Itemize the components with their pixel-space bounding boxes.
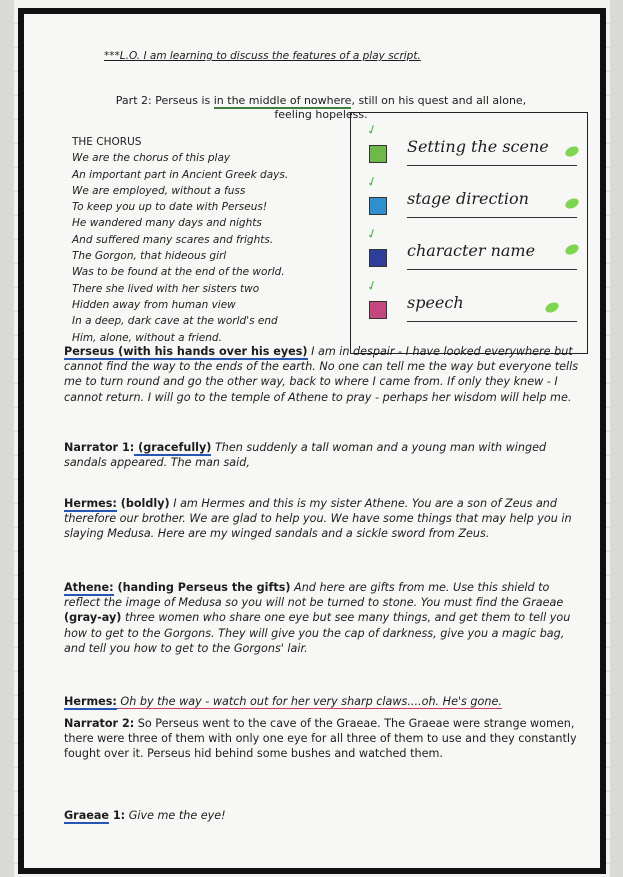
chorus-line: And suffered many scares and frights. <box>72 233 274 246</box>
key-label: stage direction <box>407 189 577 218</box>
key-character-name <box>364 225 579 281</box>
bordered-sheet <box>18 8 606 874</box>
tick-mark-icon: ✓ <box>364 277 381 296</box>
pronunciation: (gray-ay) <box>64 611 122 625</box>
dark-blue-swatch <box>369 249 387 267</box>
narrator-2-block <box>64 716 584 762</box>
colour-key-box <box>350 112 588 354</box>
chorus-line: He wandered many days and nights <box>72 217 262 230</box>
key-stage-direction <box>364 173 579 229</box>
character-name: Athene: <box>64 581 114 594</box>
chorus-line: There she lived with her sisters two <box>72 282 260 295</box>
chorus-line: Was to be found at the end of the world. <box>72 266 285 279</box>
speech: I am in despair - I have looked everywhere but cannot find the way to the ends of the earth. No one can tell me the way but everyone tells me to turn round and go the other way, back to where I came from. If only they knew - I cannot return. I will go to the temple of Athene to pray - perhaps her wisdom will help me. <box>64 345 579 404</box>
character-name: Hermes: <box>64 695 117 708</box>
key-setting <box>364 121 579 177</box>
stage-direction: (gracefully) <box>134 441 212 454</box>
character-name: Narrator 1: <box>64 441 135 454</box>
tick-mark-icon: ✓ <box>364 173 381 192</box>
speech: And here are gifts from me. Use this shield to reflect the image of Medusa so you will not be turned to stone. You must find the Graeae <box>64 581 564 610</box>
stage-direction: (with his hands over his eyes) <box>114 345 308 358</box>
character-name: Narrator 2: <box>64 717 135 730</box>
key-label: character name <box>407 241 577 270</box>
green-swatch <box>369 145 387 163</box>
chorus-line: An important part in Ancient Greek days. <box>72 168 289 181</box>
stage-direction: (handing Perseus the gifts) <box>113 581 291 594</box>
chorus-line: We are the chorus of this play <box>72 152 231 165</box>
character-name: Hermes: <box>64 497 117 510</box>
stage-direction: (boldly) <box>116 497 170 510</box>
speech: three women who share one eye but see many things, and get them to tell you how to get to the Gorgons. They will give you the cap of darkness, give you a magic bag, and tell you how to get to the Gorgons' lair. <box>64 611 571 655</box>
speech: So Perseus went to the cave of the Graeae. The Graeae were strange women, there were three of them with only one eye for all three of them to use and they constantly fought over it. Perseus hid behind some bushes and watched them. <box>64 717 577 761</box>
tick-mark-icon: ✓ <box>364 225 381 244</box>
chorus-title: THE CHORUS <box>72 136 142 148</box>
athene-block <box>64 580 584 656</box>
key-label: Setting the scene <box>407 137 577 166</box>
worksheet-page <box>14 0 610 877</box>
light-blue-swatch <box>369 197 387 215</box>
hermes-2-block <box>64 694 584 709</box>
speaker-number: 1: <box>108 809 126 822</box>
graeae-block <box>64 808 584 823</box>
chorus-line: In a deep, dark cave at the world's end <box>72 315 278 328</box>
speech: Oh by the way - watch out for her very sharp claws....oh. He's gone. <box>116 695 502 708</box>
character-name: Perseus <box>64 345 115 358</box>
key-label: speech <box>407 293 577 322</box>
speech: Then suddenly a tall woman and a young man with winged sandals appeared. The man said, <box>64 441 547 470</box>
chorus-line: We are employed, without a fuss <box>72 184 246 197</box>
speech: Give me the eye! <box>125 809 226 822</box>
speech: I am Hermes and this is my sister Athene. You are a son of Zeus and therefore our brother. We are glad to help you. We have some things that may help you in slaying Medusa. Here are my winged sandals and a sickle sword from Zeus. <box>64 497 572 541</box>
chorus-line: The Gorgon, that hideous girl <box>72 250 227 263</box>
part-2-rest: , still on his quest and all alone, feeling hopeless. <box>274 94 527 121</box>
chorus-line: Hidden away from human view <box>72 298 236 311</box>
setting-highlight: in the middle of nowhere <box>213 94 352 107</box>
chorus-section <box>72 134 352 346</box>
part-2-prefix: Part 2: Perseus is <box>115 94 214 107</box>
perseus-block <box>64 344 584 405</box>
pink-swatch <box>369 301 387 319</box>
chorus-line: Him, alone, without a friend. <box>72 331 222 344</box>
hermes-block <box>64 496 584 542</box>
chorus-line: To keep you up to date with Perseus! <box>72 201 268 214</box>
learning-objective: ***L.O. I am learning to discuss the features of a play script. <box>104 50 421 62</box>
character-name: Graeae <box>64 809 109 822</box>
tick-mark-icon: ✓ <box>364 121 381 140</box>
narrator-1-block <box>64 440 584 470</box>
key-speech <box>364 277 579 333</box>
